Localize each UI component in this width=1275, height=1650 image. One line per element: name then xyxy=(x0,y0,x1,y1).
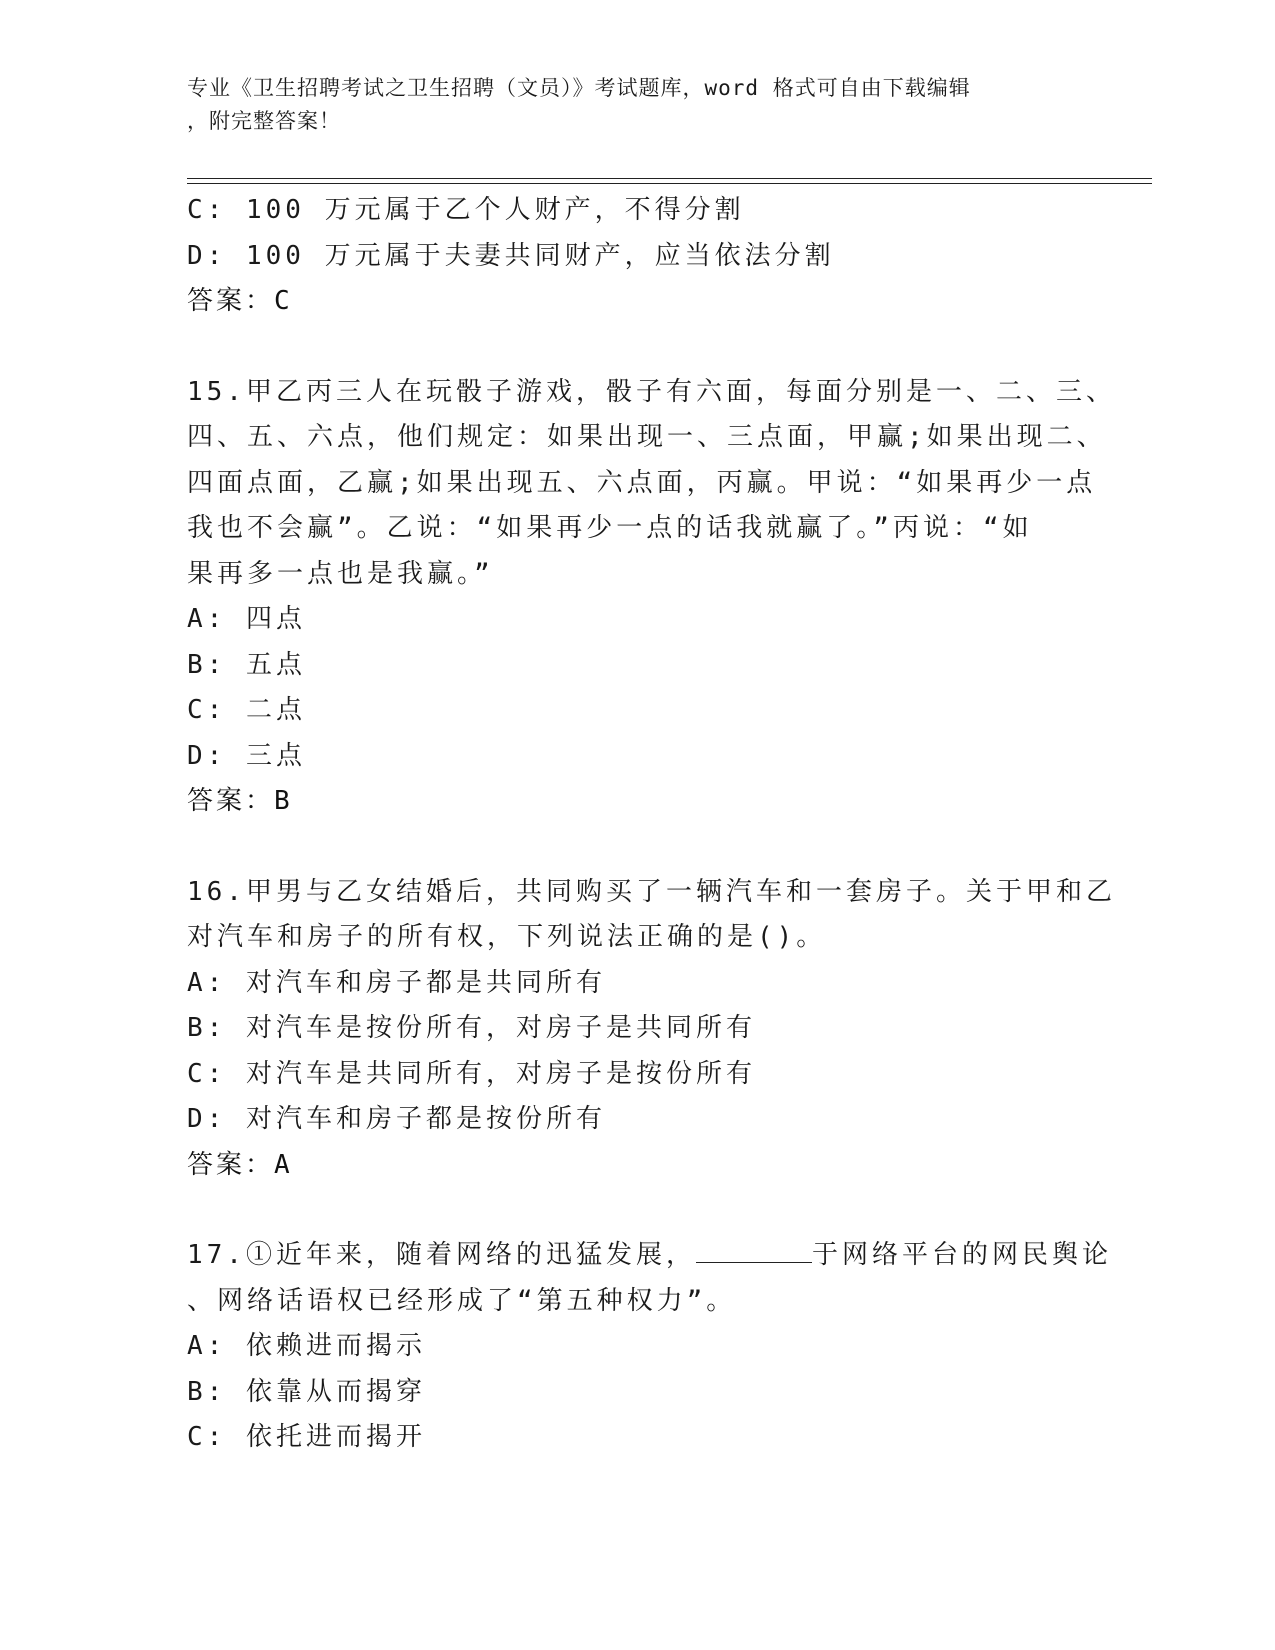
q17-stem-line-2: 、网络话语权已经形成了“第五种权力”。 xyxy=(187,1285,737,1316)
question-16 xyxy=(187,870,1116,1189)
question-15 xyxy=(187,370,1116,825)
q16-answer: 答案：A xyxy=(187,1149,293,1180)
document-header xyxy=(187,72,1067,138)
q16-option-a: A: 对汽车和房子都是共同所有 xyxy=(187,967,606,998)
q17-option-a: A: 依赖进而揭示 xyxy=(187,1331,426,1361)
q15-stem-line-1: 15.甲乙丙三人在玩骰子游戏，骰子有六面，每面分别是一、二、三、 xyxy=(187,376,1116,407)
q17-option-b: B: 依靠从而揭穿 xyxy=(187,1376,426,1407)
q15-stem-line-4: 我也不会赢”。乙说：“如果再少一点的话我就赢了。”丙说：“如 xyxy=(187,513,1033,543)
q16-stem-line-1: 16.甲男与乙女结婚后，共同购买了一辆汽车和一套房子。关于甲和乙 xyxy=(187,876,1116,907)
fill-in-blank xyxy=(696,1238,812,1263)
header-divider-top xyxy=(187,178,1152,179)
q17-stem-prefix: 17.①近年来，随着网络的迅猛发展， xyxy=(187,1240,696,1270)
q15-option-c: C: 二点 xyxy=(187,695,306,725)
spacer xyxy=(187,825,1067,870)
q16-stem-line-2: 对汽车和房子的所有权，下列说法正确的是()。 xyxy=(187,922,827,952)
q16-option-b: B: 对汽车是按份所有，对房子是共同所有 xyxy=(187,1013,756,1043)
q17-stem-suffix: 于网络平台的网民舆论 xyxy=(811,1240,1112,1270)
q14-answer: 答案：C xyxy=(187,286,293,316)
q15-stem-line-2: 四、五、六点，他们规定：如果出现一、三点面，甲赢;如果出现二、 xyxy=(187,422,1107,452)
q17-stem-line-1 xyxy=(187,1233,1112,1279)
q15-option-a: A: 四点 xyxy=(187,604,306,634)
header-title-line-2: ，附完整答案！ xyxy=(187,109,341,133)
q17-option-c: C: 依托进而揭开 xyxy=(187,1422,426,1452)
header-title-line-1: 专业《卫生招聘考试之卫生招聘（文员）》考试题库，word 格式可自由下载编辑 xyxy=(187,76,971,100)
question-17 xyxy=(187,1233,1112,1461)
q15-stem-line-3: 四面点面，乙赢;如果出现五、六点面，丙赢。甲说：“如果再少一点 xyxy=(187,467,1097,498)
q15-option-b: B: 五点 xyxy=(187,649,306,680)
q16-option-c: C: 对汽车是共同所有，对房子是按份所有 xyxy=(187,1058,756,1089)
q15-option-d: D: 三点 xyxy=(187,740,306,771)
q16-option-d: D: 对汽车和房子都是按份所有 xyxy=(187,1104,606,1134)
spacer xyxy=(187,1188,1067,1233)
q15-answer: 答案：B xyxy=(187,786,293,816)
q14-option-c: C: 100 万元属于乙个人财产，不得分割 xyxy=(187,195,745,225)
q15-stem-line-5: 果再多一点也是我赢。” xyxy=(187,558,494,589)
question-content xyxy=(187,188,1116,1461)
q14-option-d: D: 100 万元属于夫妻共同财产，应当依法分割 xyxy=(187,240,835,271)
header-divider-bottom xyxy=(187,183,1152,184)
question-14-tail xyxy=(187,188,1067,325)
spacer xyxy=(187,325,1067,370)
